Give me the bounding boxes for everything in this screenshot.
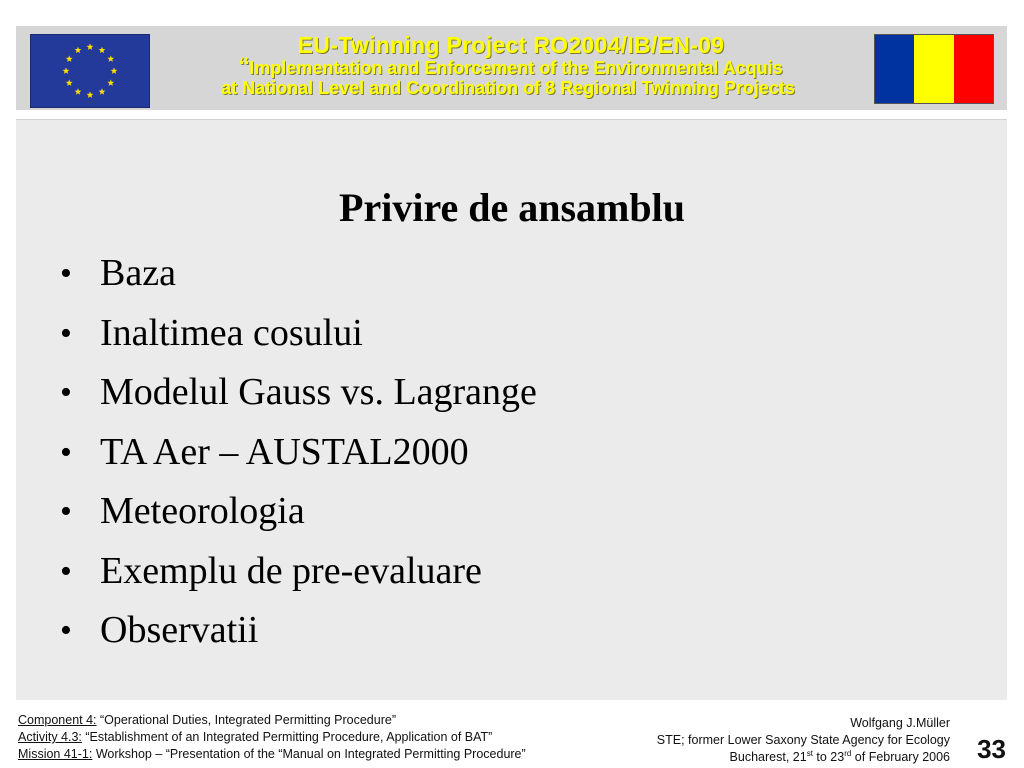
footer-date-suffix: of February 2006 <box>851 750 950 764</box>
footer-affiliation: STE; former Lower Saxony State Agency for Ecology <box>656 733 950 747</box>
bullet-text: Meteorologia <box>100 490 305 532</box>
bullet-text: Baza <box>100 252 176 294</box>
footer-mission-text: Workshop – “Presentation of the “Manual on Integrated Permitting Procedure” <box>92 747 526 761</box>
bullet-text: Modelul Gauss vs. Lagrange <box>100 371 537 413</box>
footer-author: Wolfgang J.Müller <box>850 716 950 730</box>
bullet-item <box>60 304 537 364</box>
bullet-item <box>60 542 537 602</box>
eu-star-icon <box>87 43 94 50</box>
eu-star-icon <box>107 79 114 86</box>
eu-star-icon <box>66 79 73 86</box>
bullet-symbol: • <box>60 314 72 352</box>
bullet-symbol: • <box>60 433 72 471</box>
eu-star-icon <box>107 55 114 62</box>
eu-star-icon <box>75 47 82 54</box>
eu-star-icon <box>111 67 118 74</box>
footer-activity <box>18 729 526 746</box>
bullet-text: Observatii <box>100 609 259 651</box>
slide-title: Privire de ansamblu <box>339 185 685 230</box>
bullet-symbol: • <box>60 493 72 530</box>
bullet-symbol: • <box>60 374 72 411</box>
footer-activity-label: Activity 4.3: <box>18 730 82 744</box>
flag-stripe-yellow <box>914 35 953 103</box>
flag-stripe-blue <box>875 35 914 103</box>
header-project-name-text: Implementation and Enforcement of the Environmental Acquis <box>249 58 783 78</box>
footer-component-label: Component 4: <box>18 713 97 727</box>
footer-date-sup1: st <box>806 748 813 758</box>
eu-star-icon <box>66 55 73 62</box>
bullet-symbol: • <box>60 552 72 590</box>
page-number: 33 <box>977 734 1006 764</box>
footer-component <box>18 712 526 729</box>
bullet-text: Exemplu de pre-evaluare <box>100 549 482 592</box>
header-open-quote: “ <box>239 52 250 85</box>
bullet-text: TA Aer – AUSTAL2000 <box>100 430 469 473</box>
bullet-item <box>60 423 537 483</box>
bullet-item <box>60 601 537 661</box>
footer-project-info <box>18 712 526 763</box>
bullet-item <box>60 363 537 423</box>
eu-star-icon <box>87 91 94 98</box>
eu-star-icon <box>99 88 106 95</box>
eu-flag-icon <box>30 34 150 108</box>
flag-stripe-red <box>954 35 993 103</box>
bullet-item <box>60 244 537 304</box>
footer-mission <box>18 746 526 763</box>
eu-star-icon <box>63 67 70 74</box>
footer-date <box>657 749 950 766</box>
bullet-symbol: • <box>60 255 72 292</box>
header-project-name <box>150 52 872 85</box>
eu-star-icon <box>75 88 82 95</box>
footer-date-mid: to 23 <box>812 750 845 764</box>
footer-mission-label: Mission 41-1: <box>18 747 93 761</box>
romania-flag-icon <box>874 34 994 104</box>
footer-activity-text: “Establishment of an Integrated Permitting Procedure, Application of BAT” <box>81 730 493 744</box>
footer-date-sup2: rd <box>844 748 852 758</box>
bullet-symbol: • <box>60 612 72 649</box>
footer-date-prefix: Bucharest, 21 <box>729 750 807 764</box>
bullet-list <box>60 244 537 661</box>
header-project-subtitle: at National Level and Coordination of 8 Regional Twinning Projects <box>221 78 795 98</box>
footer-component-text: “Operational Duties, Integrated Permitting Procedure” <box>96 713 396 727</box>
bullet-item <box>60 482 537 542</box>
header-project-code: EU-Twinning Project RO2004/IB/EN-09 <box>297 32 725 58</box>
bullet-text: Inaltimea cosului <box>100 311 363 354</box>
eu-star-icon <box>99 47 106 54</box>
eu-stars-icon <box>31 35 149 107</box>
footer-author-info <box>657 715 950 766</box>
header-title <box>150 33 872 98</box>
